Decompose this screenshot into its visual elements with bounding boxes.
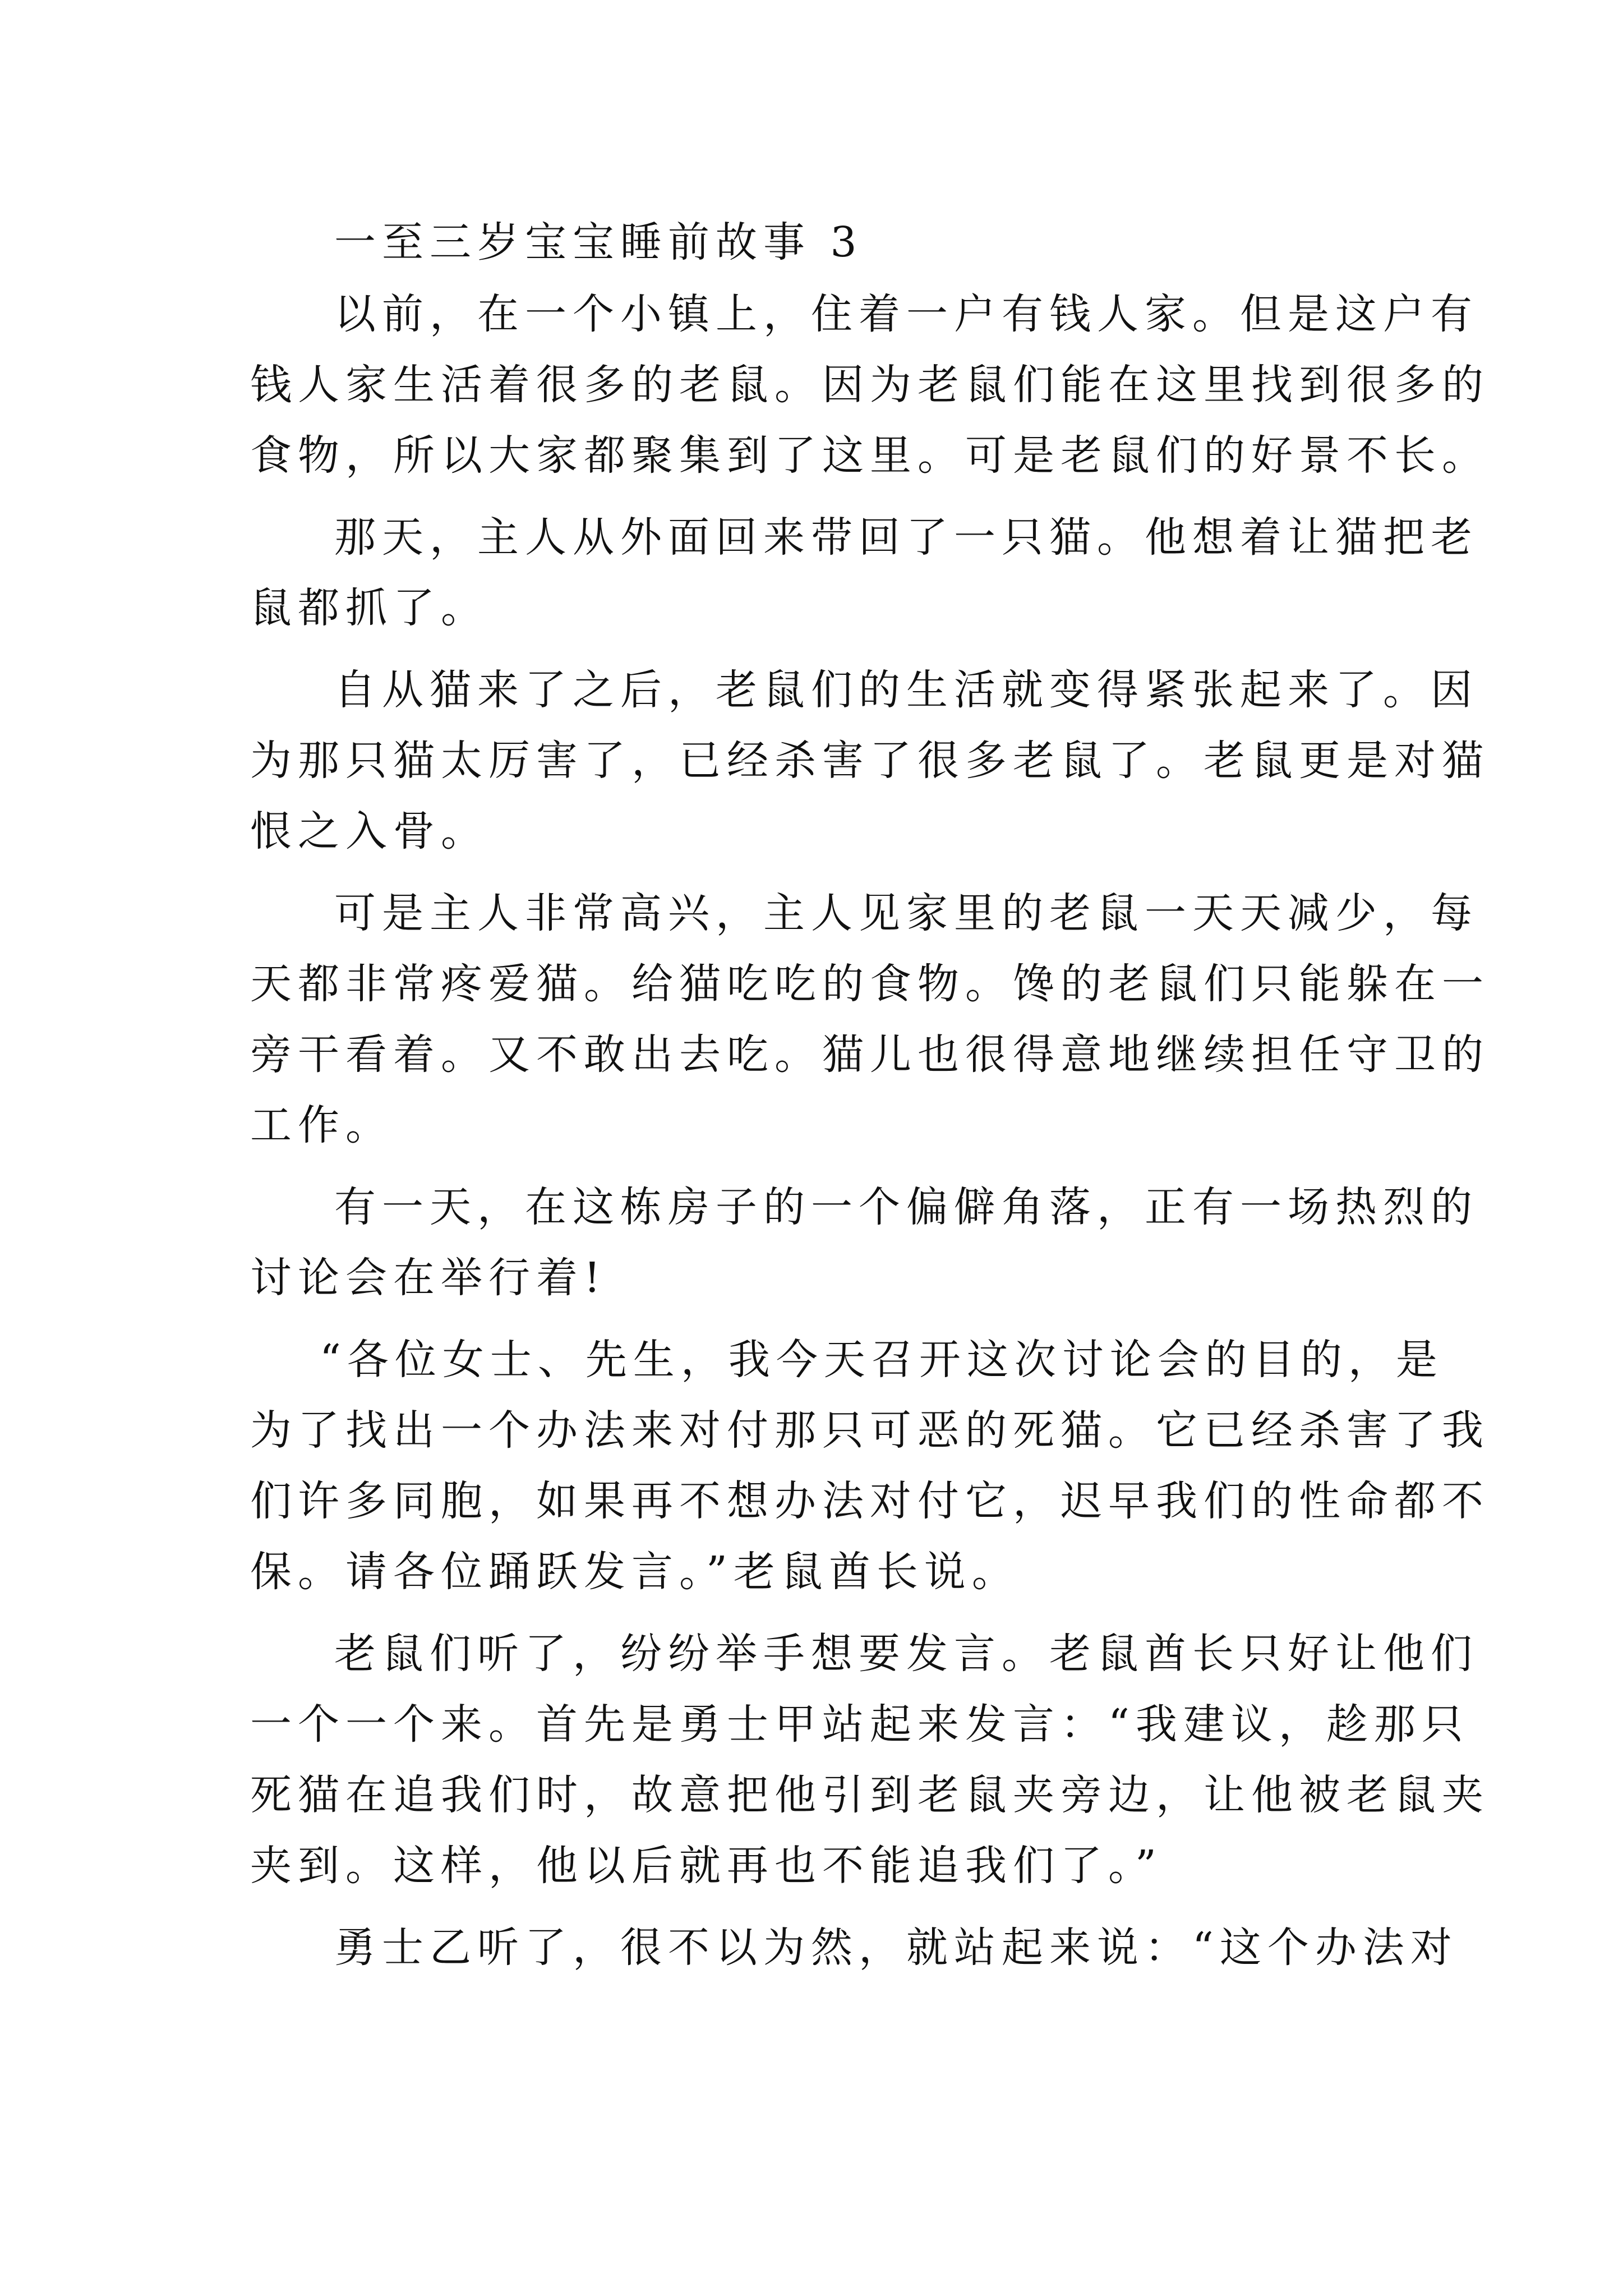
paragraph-line: 有一天，在这栋房子的一个偏僻角落，正有一场热烈的 bbox=[334, 1183, 1478, 1231]
paragraph-line: “各位女士、先生，我今天召开这次讨论会的目的，是 bbox=[320, 1336, 1444, 1384]
paragraph-line: 夹到。这样，他以后就再也不能追我们了。” bbox=[250, 1842, 1163, 1890]
paragraph-line: 鼠都抓了。 bbox=[250, 584, 488, 632]
paragraph-line: 自从猫来了之后，老鼠们的生活就变得紧张起来了。因 bbox=[334, 666, 1478, 714]
paragraph-line: 天都非常疼爱猫。给猫吃吃的食物。馋的老鼠们只能躲在一 bbox=[250, 960, 1490, 1008]
paragraph-line: 可是主人非常高兴，主人见家里的老鼠一天天减少，每 bbox=[334, 889, 1478, 937]
paragraph-line: 以前，在一个小镇上，住着一户有钱人家。但是这户有 bbox=[334, 290, 1478, 338]
paragraph-line: 讨论会在举行着! bbox=[250, 1254, 607, 1302]
paragraph-line: 老鼠们听了，纷纷举手想要发言。老鼠酋长只好让他们 bbox=[334, 1630, 1478, 1678]
paragraph-line: 旁干看着。又不敢出去吃。猫儿也很得意地继续担任守卫的 bbox=[250, 1030, 1490, 1079]
document-title: 一至三岁宝宝睡前故事 3 bbox=[334, 218, 863, 266]
paragraph-line: 死猫在追我们时，故意把他引到老鼠夹旁边，让他被老鼠夹 bbox=[250, 1771, 1490, 1819]
paragraph-line: 为那只猫太厉害了，已经杀害了很多老鼠了。老鼠更是对猫 bbox=[250, 737, 1490, 785]
paragraph-line: 钱人家生活着很多的老鼠。因为老鼠们能在这里找到很多的 bbox=[250, 361, 1490, 409]
paragraph-line: 恨之入骨。 bbox=[250, 807, 488, 855]
paragraph-line: 食物，所以大家都聚集到了这里。可是老鼠们的好景不长。 bbox=[250, 431, 1490, 480]
paragraph-line: 为了找出一个办法来对付那只可恶的死猫。它已经杀害了我 bbox=[250, 1406, 1490, 1455]
paragraph-line: 那天，主人从外面回来带回了一只猫。他想着让猫把老 bbox=[334, 513, 1478, 562]
paragraph-line: 一个一个来。首先是勇士甲站起来发言：“我建议，趁那只 bbox=[250, 1700, 1469, 1749]
paragraph-line: 工作。 bbox=[250, 1101, 393, 1149]
paragraph-line: 勇士乙听了，很不以为然，就站起来说：“这个办法对 bbox=[334, 1924, 1458, 1972]
paragraph-line: 们许多同胞，如果再不想办法对付它，迟早我们的性命都不 bbox=[250, 1477, 1490, 1525]
paragraph-line: 保。请各位踊跃发言。”老鼠酋长说。 bbox=[250, 1548, 1020, 1596]
